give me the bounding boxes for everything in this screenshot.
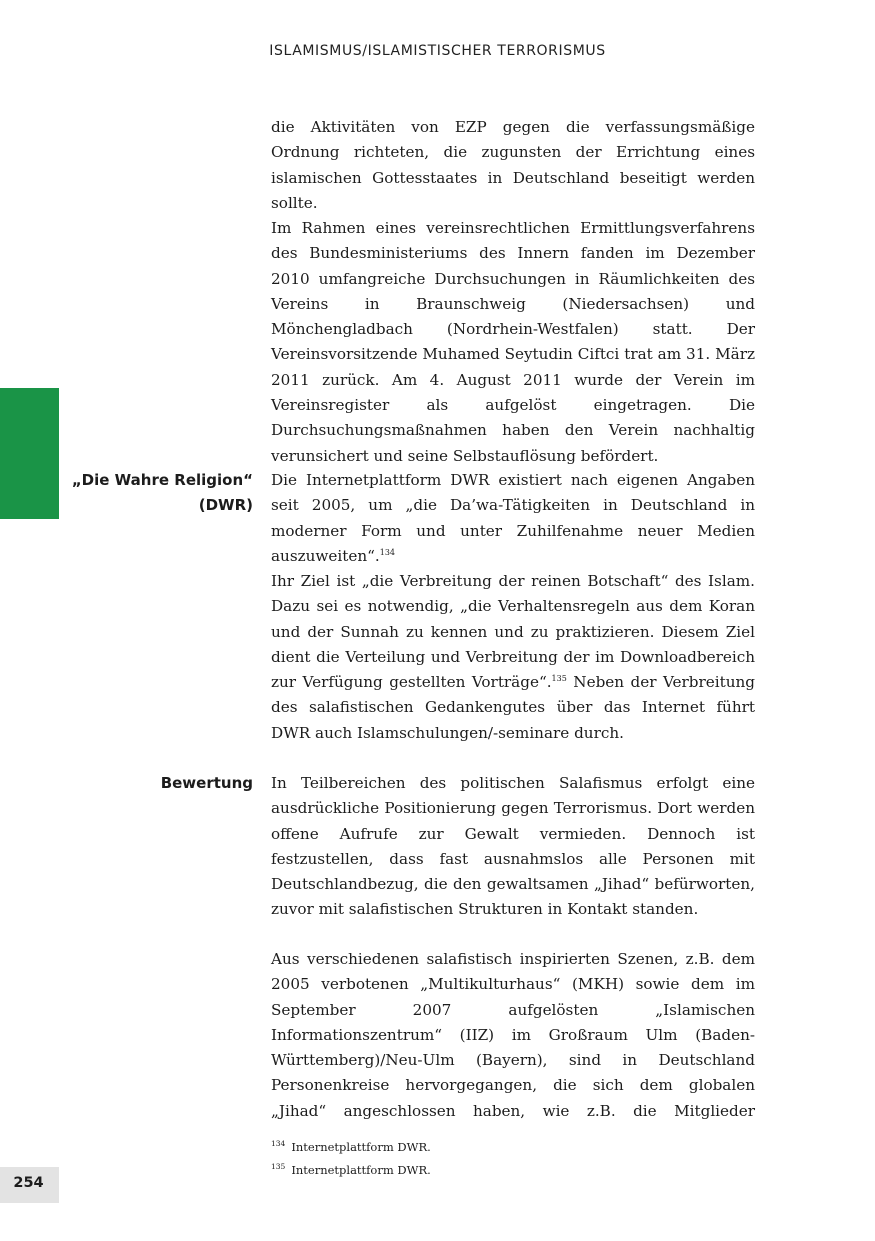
intro-paragraph-2: Im Rahmen eines vereinsrechtlichen Ermittlungsverfahrens des Bundesministeriums des Innern fanden im Dezember 2010 umfangreiche Durchsuchungen in Räumlichkeiten des Vereins in Braunschweig (Niedersachsen) und Mönchengladbach (Nordrhein-Westfalen) statt. Der Vereinsvorsitzende Muhamed Seytudin Ciftci trat am 31. März 2011 zurück. Am 4. August 2011 wurde der Verein im Vereinsregister als aufgelöst eingetragen. Die Durchsuchungsmaßnahmen haben den Verein nachhaltig verunsichert und seine Selbstauflösung befördert. <box>271 219 755 465</box>
dwr-side-heading-line2: (DWR) <box>198 496 253 514</box>
bewertung-side-heading: Bewertung <box>160 774 253 792</box>
dwr-paragraph-1-block <box>271 468 755 569</box>
bewertung-paragraph-1: In Teilbereichen des politischen Salafismus erfolgt eine ausdrückliche Positionierung gegen Terrorismus. Dort werden offene Aufrufe zur Gewalt vermieden. Dennoch ist festzustellen, dass fast ausnahmslos alle Personen mit Deutschlandbezug, die den gewaltsamen „Jihad“ befürworten, zuvor mit salafistischen Strukturen in Kontakt standen. <box>271 774 755 919</box>
dwr-side-heading-line1: „Die Wahre Religion“ <box>71 471 253 489</box>
dwr-paragraph-2-text-b: Neben der Verbreitung des salafistischen Gedankengutes über das Internet führt DWR auch Islamschulungen/-seminare durch. <box>271 673 755 742</box>
running-header: ISLAMISMUS/ISLAMISTISCHER TERRORISMUS <box>269 43 606 59</box>
footnote-135 <box>271 1157 755 1180</box>
footnote-text: Internetplattform DWR. <box>291 1139 431 1154</box>
dwr-paragraph-1 <box>271 468 755 569</box>
footnote-number: 135 <box>271 1161 286 1171</box>
intro-paragraph-1: die Aktivitäten von EZP gegen die verfassungsmäßige Ordnung richteten, die zugunsten der Errichtung eines islamischen Gottesstaates in Deutschland beseitigt werden sollte. <box>271 118 755 212</box>
dwr-paragraph-2-text-a: Ihr Ziel ist „die Verbreitung der reinen Botschaft“ des Islam. Dazu sei es notwendig, „die Verhaltensregeln aus dem Koran und der Sunnah zu kennen und zu praktizieren. Diesem Ziel dient die Verteilung und Verbreitung der im Downloadbereich zur Verfügung gestellten Vorträge“. <box>271 572 755 692</box>
intro-paragraph-2-block <box>271 216 755 469</box>
footnote-number: 134 <box>271 1139 286 1148</box>
footnote-ref-135[interactable]: 135 <box>551 674 567 684</box>
bewertung-paragraph-2: Aus verschiedenen salafistisch inspirierten Szenen, z.B. dem 2005 verbotenen „Multikulturhaus“ (MKH) sowie dem im September 2007 aufgelösten „Islamischen Informationszentrum“ (IIZ) im Großraum Ulm (Baden-Württemberg)/Neu-Ulm (Bayern), sind in Deutschland Personenkreise hervorgegangen, die sich dem globalen „Jihad“ angeschlossen haben, wie z.B. die Mitglieder <box>271 950 755 1120</box>
dwr-paragraph-1-text: Die Internetplattform DWR existiert nach eigenen Angaben seit 2005, um „die Da’wa-Tätigkeiten in Deutschland in moderner Form und unter Zuhilfenahme neuer Medien auszuweiten“. <box>271 471 755 565</box>
footnote-134 <box>271 1134 755 1157</box>
page-number: 254 <box>13 1175 44 1191</box>
intro-paragraph-1-block <box>271 115 755 216</box>
bewertung-paragraph-2-block <box>271 947 755 1124</box>
footnote-ref-134[interactable]: 134 <box>379 547 396 557</box>
footnotes <box>271 1134 755 1180</box>
footnote-text: Internetplattform DWR. <box>291 1162 431 1177</box>
dwr-side-heading <box>33 468 253 518</box>
dwr-paragraph-2 <box>271 569 755 746</box>
bewertung-paragraph-1-block <box>271 771 755 923</box>
dwr-paragraph-2-block <box>271 569 755 746</box>
